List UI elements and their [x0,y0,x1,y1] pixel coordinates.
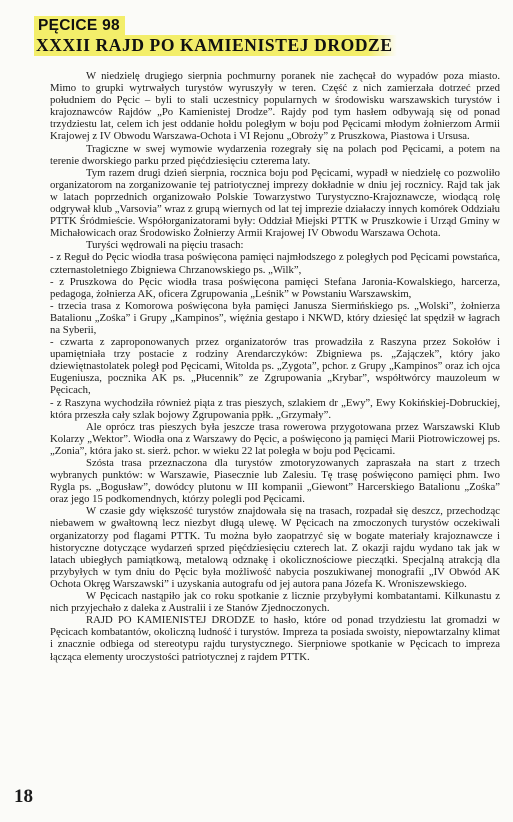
paragraph: W czasie gdy większość turystów znajdowała się na trasach, rozpadał się deszcz, przechodząc niebawem w gwałtowną lecz niezbyt długą ulewę. W Pęcicach na zmoczonych turystów oczekiwali organizatorzy pod flagami PTTK. Tu można było zaopatrzyć się w bogate materiały krajoznawcze i historyczne dotyczące wydarzeń sprzed pięćdziesięciu czterech lat. Z okazji rajdu wydano tak jak w latach ubiegłych pamiątkową, metalową odznakę i okolicznościowe pieczątki. Specjalną atrakcją dla przybyłych w tym dniu do Pęcic była możliwość nabycia poszukiwanej monografii „IV Obwód AK Ochota Okręg Warszawski” i uzyskania autografu od jej autora pana Józefa K. Wroniszewskiego. [50,505,500,590]
paragraph: RAJD PO KAMIENISTEJ DRODZE to hasło, które od ponad trzydziestu lat gromadzi w Pęcicach kombatantów, okoliczną ludność i turystów. Impreza ta posiada swoisty, niepowtarzalny klimat i znacznie odbiega od stereotypu rajdu turystycznego. Sierpniowe spotkanie w Pęcicach to impreza łącząca elementy uroczystości patriotycznej z rajdem PTTK. [50,614,500,663]
route-item: - z Raszyna wychodziła również piąta z tras pieszych, szlakiem dr „Ewy”, Ewy Kokińskiej-Dobruckiej, która przeszła cały szlak bojowy Zgrupowania ppłk. „Grzymały”. [50,396,500,421]
article-header [36,16,496,56]
page-number: 18 [14,786,33,807]
paragraph: Tragiczne w swej wymowie wydarzenia rozegrały się na polach pod Pęcicami, a potem na terenie dworskiego parku przed pięćdziesięciu czterema laty. [50,142,500,167]
paragraph: Tym razem drugi dzień sierpnia, rocznica boju pod Pęcicami, wypadł w niedzielę co pozwoliło organizatorom na zorganizowanie tej patriotycznej imprezy dokładnie w dniu jej rocznicy. Rajd tak jak w latach poprzednich organizowało Polskie Towarzystwo Turystyczno-Krajoznawcze, wiodącą rolę odgrywał klub „Varsovia” wraz z grupą wiernych od lat tej imprezie działaczy innych komórek Oddziału PTTK Śródmieście. Współorganizatorami były: Oddział Miejski PTTK w Pruszkowie i Urząd Gminy w Michałowicach oraz Środowisko Żołnierzy Armii Krajowej IV Obwodu Warszawa Ochota. [50,166,500,240]
paragraph: W niedzielę drugiego sierpnia pochmurny poranek nie zachęcał do wypadów poza miasto. Mimo to grupki wytrwałych turystów wyruszyły w teren. Część z nich zamierzała dotrzeć przed południem do Pęcic – byli to stali uczestnicy popularnych w środowisku warszawskich turystów i krajoznawców Rajdów „Po Kamienistej Drodze”. Rajdy pod tym hasłem odbywają się od ponad trzydziestu lat, celem ich jest oddanie hołdu poległym w boju pod Pęcicami młodym żołnierzom Armii Krajowej z IV Obwodu Warszawa-Ochota i VI Rejonu „Obroży” z Pruszkowa, Piastowa i Ursusa. [50,70,500,143]
route-item: - trzecia trasa z Komorowa poświęcona była pamięci Janusza Siermińskiego ps. „Wolski”, żołnierza Batalionu „Zośka” i Grupy „Kampinos”, więźnia gestapo i NKWD, który dziesięć lat spędził w łagrach na Syberii, [50,299,500,336]
paragraph: W Pęcicach nastąpiło jak co roku spotkanie z licznie przybyłymi kombatantami. Kilkunastu z nich przyjechało z daleka z Australii i ze Stanów Zjednoczonych. [50,590,500,615]
route-item: - z Reguł do Pęcic wiodła trasa poświęcona pamięci najmłodszego z poległych pod Pęcicami powstańca, czternastoletniego Zbigniewa Chrzanowskiego ps. „Wilk”, [50,251,500,276]
article-body [50,70,500,663]
article-title: XXXII RAJD PO KAMIENISTEJ DRODZE [34,35,397,56]
paragraph: Turyści wędrowali na pięciu trasach: [86,239,244,252]
route-item: - czwarta z zaproponowanych przez organizatorów tras prowadziła z Raszyna przez Sokołów i upamiętniała trzy postacie z rodziny Arendarczyków: Zbigniewa ps. „Zajączek”, który jako dziewiętnastolatek poległ pod Pęcicami, Witolda ps. „Zygota”, pchor. z Grupy „Kampinos” oraz ich ojca Eugeniusza, pocznika AK ps. „Płucennik” ze Zgrupowania „Krybar”, współtwórcy mauzoleum w Pęcicach, [50,336,500,397]
paragraph: Ale oprócz tras pieszych była jeszcze trasa rowerowa przygotowana przez Warszawski Klub Kolarzy „Wektor”. Wiodła ona z Warszawy do Pęcic, a poświęcono ją pamięci Marii Piotrowiczowej ps. „Zonia”, która jako st. sierż. pchor. w wieku 22 lat poległa w boju pod Pęcicami. [50,420,500,457]
route-item: - z Pruszkowa do Pęcic wiodła trasa poświęcona pamięci Stefana Jaronia-Kowalskiego, harcerza, pedagoga, żołnierza AK, oficera Zgrupowania „Leśnik” w Powstaniu Warszawskim, [50,275,500,300]
section-label: PĘCICE 98 [34,16,125,35]
paragraph: Szósta trasa przeznaczona dla turystów zmotoryzowanych zapraszała na start z trzech wybranych punktów: w Warszawie, Piasecznie lub Zalesiu. Tę trasę poświęcono pamięci phm. Iwo Rygla ps. „Bogusław”, dowódcy plutonu w III kompanii „Giewont” Harcerskiego Batalionu „Zośka” oraz jego 15 podkomendnych, którzy polegli pod Pęcicami. [50,457,500,506]
